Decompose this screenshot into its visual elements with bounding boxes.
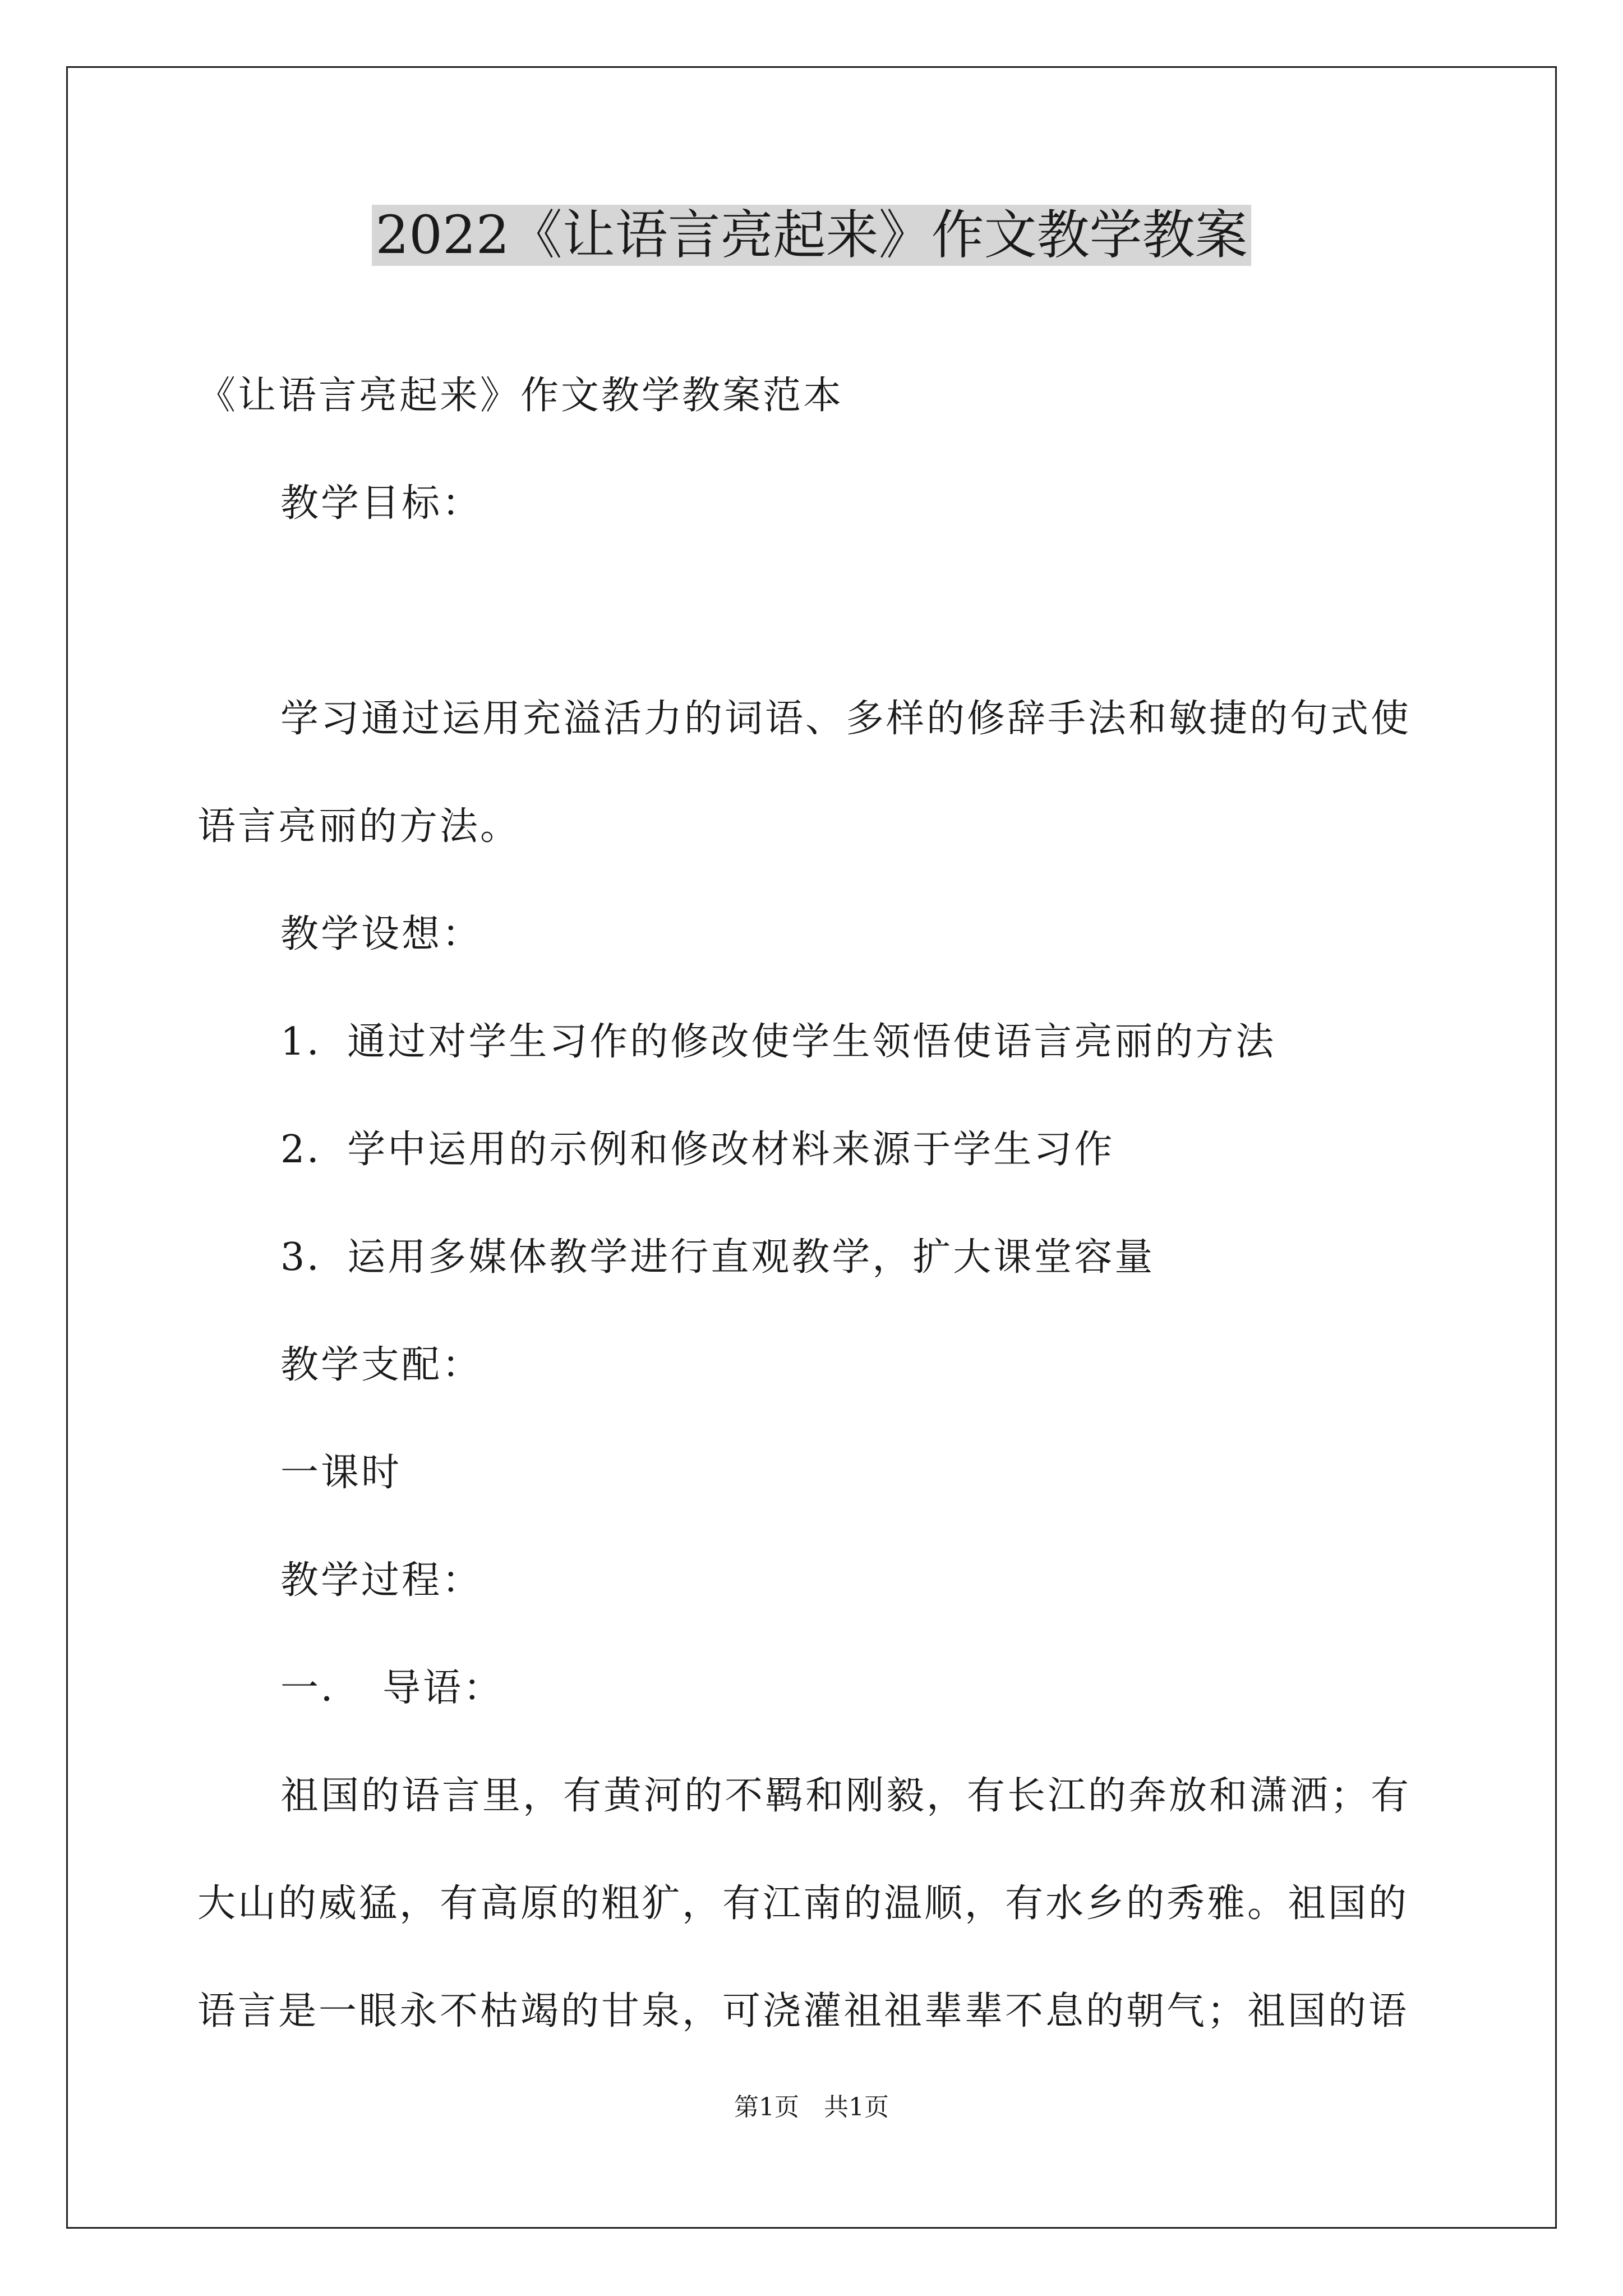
paragraph-intro-heading: 一． 导语： <box>280 1666 504 1710</box>
paragraph-arrangement: 一课时 <box>280 1451 402 1495</box>
paragraph-idea-2: 2．学中运用的示例和修改材料来源于学生习作 <box>280 1128 1115 1172</box>
page-footer: 第1页 共1页 <box>734 2093 889 2122</box>
paragraph-idea-1: 1．通过对学生习作的修改使学生领悟使语言亮丽的方法 <box>280 1020 1276 1064</box>
paragraph-intro-text: 祖国的语言里，有黄河的不羁和刚毅，有长江的奔放和潇洒；有大山的威猛，有高原的粗犷，有江南的温顺，有水乡的秀雅。祖国的语言是一眼永不枯竭的甘泉，可浇灌祖祖辈辈不息的朝气；祖国的语 <box>197 1774 1412 2033</box>
document-title-text: 2022《让语言亮起来》作文教学教案 <box>372 205 1251 266</box>
paragraph-teaching-ideas-heading: 教学设想： <box>280 912 483 956</box>
paragraph-arrangement-heading: 教学支配： <box>280 1343 483 1387</box>
paragraph-process-heading: 教学过程： <box>280 1558 483 1603</box>
document-title <box>0 196 1623 275</box>
document-subtitle: 《让语言亮起来》作文教学教案范本 <box>197 374 844 418</box>
paragraph-teaching-goals-heading: 教学目标： <box>280 481 483 526</box>
paragraph-idea-3: 3．运用多媒体教学进行直观教学，扩大课堂容量 <box>280 1235 1155 1280</box>
document-body <box>197 342 1428 2065</box>
paragraph-teaching-goals: 学习通过运用充溢活力的词语、多样的修辞手法和敏捷的句式使语言亮丽的方法。 <box>197 697 1412 849</box>
